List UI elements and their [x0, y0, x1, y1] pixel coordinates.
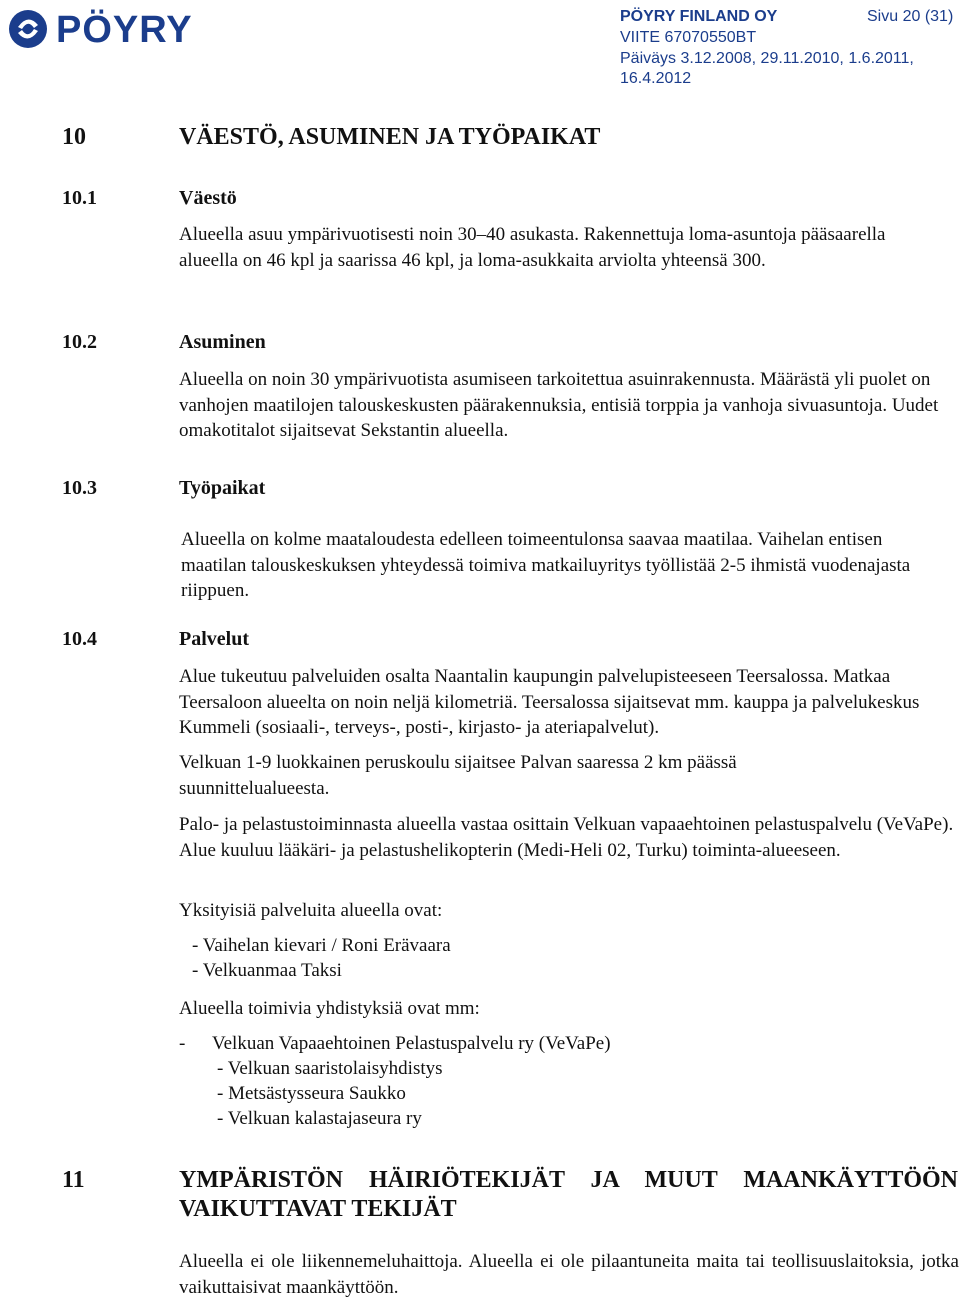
section-10-4-number: 10.4 — [62, 628, 97, 650]
services-paragraph-1: Alue tukeutuu palveluiden osalta Naantalin kaupungin palvelupisteeseen Teersalossa. Matkaa Teersaloon alueelta on noin neljä kilometriä. Teersalossa sijaitsevat mm. kauppa ja palvelukeskus Kummeli (sosiaali-, terveys-, posti-, kirjasto- ja ateriapalvelut). — [179, 666, 920, 738]
list-item: - Velkuan saaristolaisyhdistys — [217, 1058, 443, 1079]
section-10-2-title: Asuminen — [179, 331, 266, 353]
section-11-text: Alueella ei ole liikennemeluhaittoja. Alueella ei ole pilaantuneita maita tai teollisuuslaitoksia, jotka vaikuttaisivat maankäyttöön. — [179, 1251, 959, 1298]
associations-heading: Alueella toimivia yhdistyksiä ovat mm: — [179, 998, 480, 1019]
services-paragraph-2: Velkuan 1-9 luokkainen peruskoulu sijaitsee Palvan saaressa 2 km päässä suunnittelualueesta. — [179, 752, 737, 799]
section-10-1-number: 10.1 — [62, 187, 97, 209]
section-10-3-title: Työpaikat — [179, 477, 266, 499]
section-11-title-line-2: VAIKUTTAVAT TEKIJÄT — [179, 1196, 457, 1222]
list-item: - Metsästysseura Saukko — [217, 1083, 406, 1104]
section-10-3-number: 10.3 — [62, 477, 97, 499]
section-10-3-text: Alueella on kolme maataloudesta edelleen toimeentulonsa saavaa maatilaa. Vaihelan entisen maatilan talouskeskuksen yhteydessä toimiva matkailuyritys työllistää 2-5 ihmistä vuodenajasta riippuen. — [181, 529, 911, 601]
document-reference: VIITE 67070550BT — [620, 29, 757, 46]
list-item: - Velkuan kalastajaseura ry — [217, 1108, 422, 1129]
section-10-4-title: Palvelut — [179, 628, 249, 650]
services-paragraph-3: Palo- ja pelastustoiminnasta alueella vastaa osittain Velkuan vapaaehtoinen pelastuspalvelu (VeVaPe). Alue kuuluu lääkäri- ja pelastushelikopterin (Medi-Heli 02, Turku) toiminta-alueeseen. — [179, 814, 954, 861]
section-11-number: 11 — [62, 1167, 85, 1193]
page-number: Sivu 20 (31) — [867, 8, 954, 25]
section-10-number: 10 — [62, 124, 86, 150]
list-item-dash: - — [179, 1033, 186, 1054]
section-10-2-number: 10.2 — [62, 331, 97, 353]
section-10-1-title: Väestö — [179, 187, 237, 209]
private-services-heading: Yksityisiä palveluita alueella ovat: — [179, 900, 443, 921]
company-name: PÖYRY FINLAND OY — [620, 8, 778, 25]
list-item: Velkuan Vapaaehtoinen Pelastuspalvelu ry (VeVaPe) — [212, 1033, 611, 1054]
list-item: - Velkuanmaa Taksi — [192, 960, 342, 981]
logo-wordmark: PÖYRY — [56, 9, 193, 50]
section-11-title-line-1: YMPÄRISTÖN HÄIRIÖTEKIJÄT JA MUUT MAANKÄYTTÖÖN — [179, 1167, 958, 1193]
poyry-logo — [4, 4, 244, 50]
section-10-title: VÄESTÖ, ASUMINEN JA TYÖPAIKAT — [179, 124, 601, 150]
list-item: - Vaihelan kievari / Roni Erävaara — [192, 935, 451, 956]
document-dates: Päiväys 3.12.2008, 29.11.2010, 1.6.2011, 16.4.2012 — [620, 50, 914, 87]
section-10-1-text: Alueella asuu ympärivuotisesti noin 30–40 asukasta. Rakennettuja loma-asuntoja pääsaarella alueella on 46 kpl ja saarissa 46 kpl, ja loma-asukkaita arviolta yhteensä 300. — [179, 224, 886, 271]
section-10-2-text: Alueella on noin 30 ympärivuotista asumiseen tarkoitettua asuinrakennusta. Määrästä yli puolet on vanhojen maatilojen talouskeskusten päärakennuksia, entisiä torppia ja vanhoja sivuasuntoja. Uudet omakotitalot sijaitsevat Sekstantin alueella. — [179, 369, 939, 441]
